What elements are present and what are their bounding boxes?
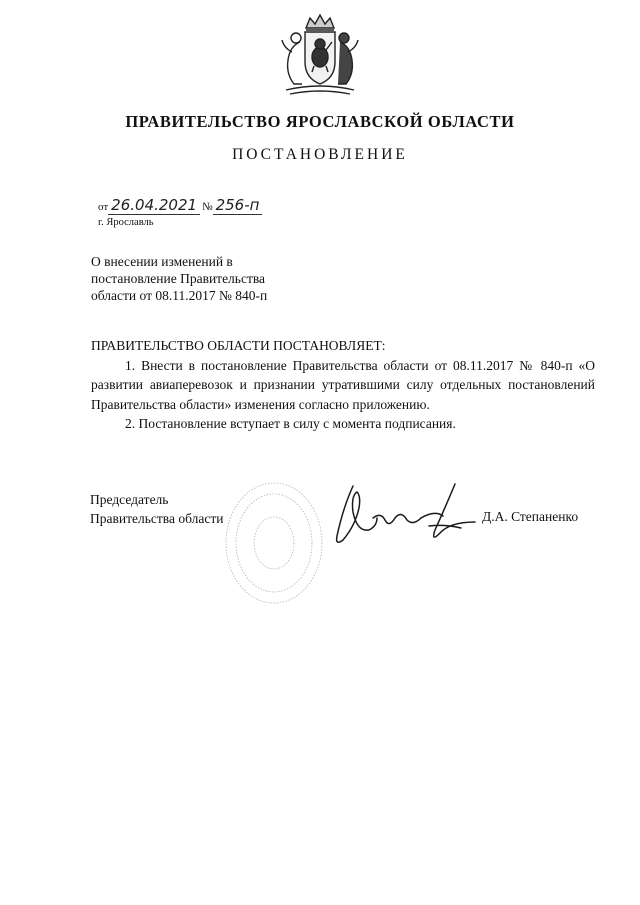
paragraph-1: 1. Внести в постановление Правительства области от 08.11.2017 № 840-п «О развитии авиаперевозок и признании утратившими силу отдельных постановлений Правительства области» изменения согласно приложению. (91, 357, 595, 412)
paragraph-2: 2. Постановление вступает в силу с момента подписания. (125, 416, 456, 431)
document-date: 26.04.2021 (108, 196, 200, 215)
subject-line: постановление Правительства (91, 271, 266, 286)
signer-position (90, 490, 223, 528)
document-number: 256-п (213, 196, 263, 215)
signer-position-line: Председатель (90, 492, 169, 507)
signature-mark (325, 478, 485, 558)
signer-name: Д.А. Степаненко (482, 509, 579, 524)
subject-line: области от 08.11.2017 № 840-п (91, 288, 268, 303)
city-line: г. Ярославль (98, 217, 154, 228)
government-title: ПРАВИТЕЛЬСТВО ЯРОСЛАВСКОЙ ОБЛАСТИ (125, 112, 515, 131)
signer-position-line: Правительства области (90, 511, 224, 526)
document-body (91, 336, 595, 434)
date-prefix: от (98, 201, 109, 213)
seal-stamp (222, 478, 327, 608)
number-prefix: № (202, 201, 213, 213)
coat-of-arms-icon (276, 12, 364, 98)
document-subject (91, 253, 321, 304)
subject-line: О внесении изменений в (91, 254, 233, 269)
date-number-row (98, 196, 262, 214)
decree-heading: ПРАВИТЕЛЬСТВО ОБЛАСТИ ПОСТАНОВЛЯЕТ: (91, 338, 386, 353)
document-type: ПОСТАНОВЛЕНИЕ (232, 146, 408, 163)
